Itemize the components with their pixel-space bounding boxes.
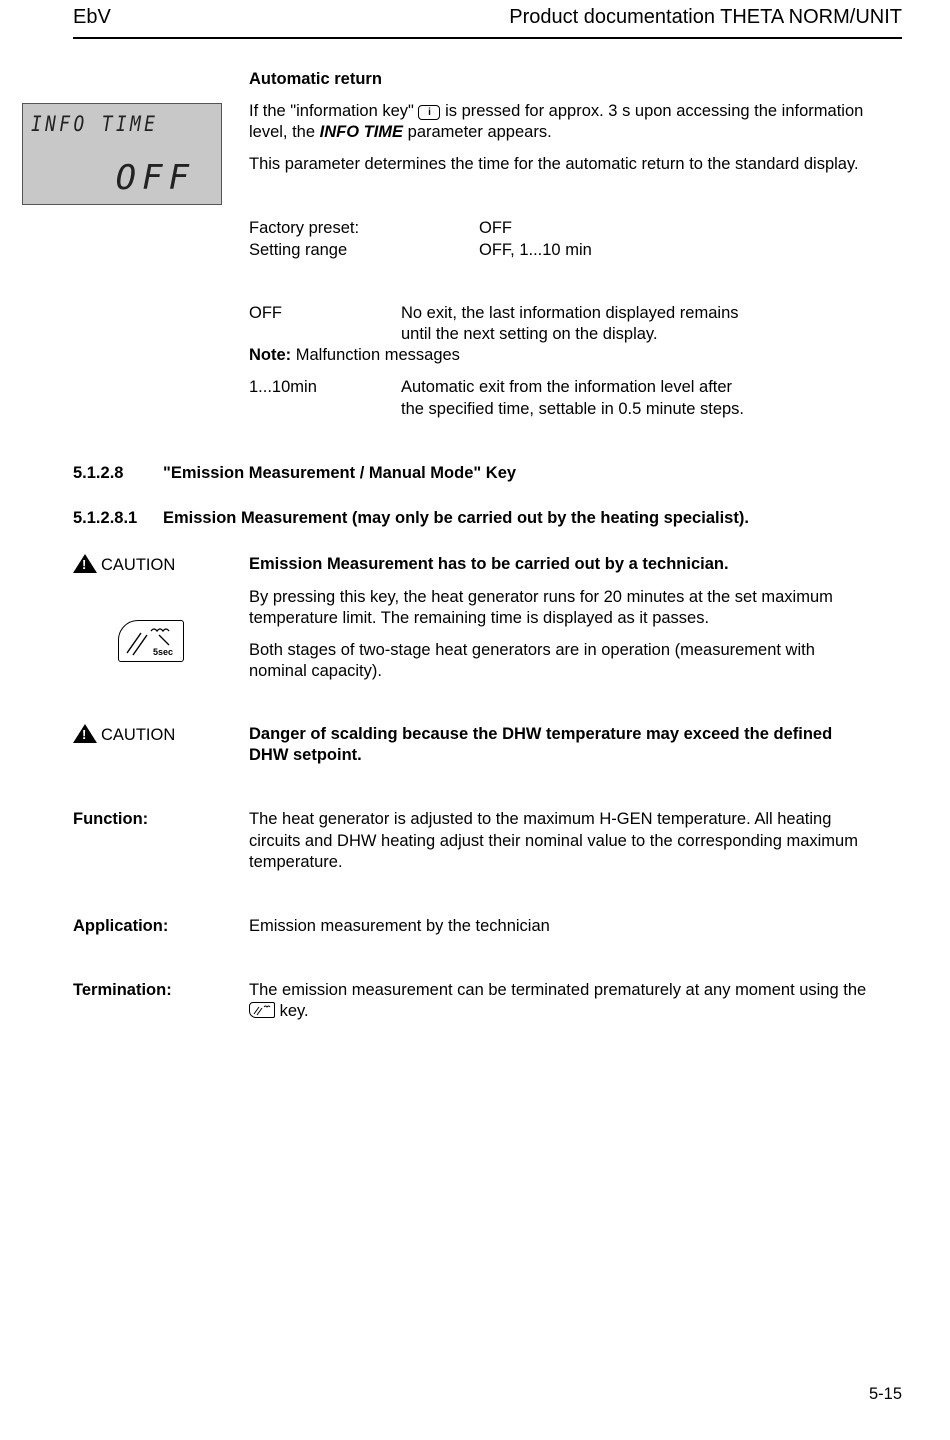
section-51281-title: Emission Measurement (may only be carried out by the heating specialist). (163, 509, 749, 527)
caution2-line-2: DHW setpoint. (249, 746, 362, 764)
caution2-line-1: Danger of scalding because the DHW temperature may exceed the defined (249, 725, 833, 743)
auto-return-p1 (249, 101, 909, 143)
function-line-3: temperature. (249, 853, 343, 871)
lcd-line1: INFO TIME (31, 112, 159, 136)
note-line (249, 345, 460, 366)
setting-range-label: Setting range (249, 241, 348, 259)
warning-icon: ! (73, 724, 97, 743)
info-time-emphasis: INFO TIME (319, 123, 404, 141)
section-5128-title: "Emission Measurement / Manual Mode" Key (163, 464, 517, 482)
caution1-p1-2: temperature limit. The remaining time is displayed as it passes. (249, 609, 710, 627)
note-text: Malfunction messages (295, 346, 460, 364)
option-off-desc-2: until the next setting on the display. (401, 325, 658, 343)
application-label: Application: (73, 917, 169, 935)
option-min-desc-1: Automatic exit from the information level after (401, 378, 733, 396)
auto-return-title: Automatic return (249, 70, 382, 88)
application-text: Emission measurement by the technician (249, 917, 550, 935)
option-off-desc-1: No exit, the last information displayed remains (401, 304, 739, 322)
caution1-heading: Emission Measurement has to be carried out by a technician. (249, 555, 729, 573)
option-min-key: 1...10min (249, 378, 317, 396)
warning-icon: ! (73, 554, 97, 573)
function-label: Function: (73, 810, 149, 828)
p1-b: is pressed for approx. 3 s upon accessing the information (445, 102, 864, 120)
caution1-p2-1: Both stages of two-stage heat generators are in operation (measurement with (249, 641, 815, 659)
section-51281-num: 5.1.2.8.1 (73, 509, 138, 527)
section-5128-num: 5.1.2.8 (73, 464, 124, 482)
p1-d: parameter appears. (407, 123, 552, 141)
emission-key-small-icon (249, 1002, 275, 1018)
emission-key-caption: 5sec (152, 647, 173, 657)
termination-line-1: The emission measurement can be terminated prematurely at any moment using the (249, 981, 867, 999)
termination-line-2 (249, 1001, 309, 1022)
caution2-label (73, 724, 175, 746)
option-off-key: OFF (249, 304, 282, 322)
termination-label: Termination: (73, 981, 172, 999)
factory-preset-value: OFF (479, 219, 512, 237)
header-left: EbV (73, 6, 111, 28)
lcd-display (22, 103, 222, 205)
caution1-text: CAUTION (101, 556, 176, 574)
auto-return-p2: This parameter determines the time for the automatic return to the standard display. (249, 155, 859, 173)
header-rule (73, 37, 902, 39)
setting-range-value: OFF, 1...10 min (479, 241, 592, 259)
note-label: Note: (249, 346, 292, 364)
function-line-1: The heat generator is adjusted to the maximum H-GEN temperature. All heating (249, 810, 832, 828)
caution1-label (73, 554, 175, 576)
p1-c: level, the (249, 123, 316, 141)
p1-a: If the "information key" (249, 102, 414, 120)
lcd-line2: OFF (115, 158, 195, 198)
termination-key-text: key. (279, 1002, 309, 1020)
option-min-desc-2: the specified time, settable in 0.5 minute steps. (401, 400, 745, 418)
factory-preset-label: Factory preset: (249, 219, 360, 237)
caution1-p1-1: By pressing this key, the heat generator runs for 20 minutes at the set maximum (249, 588, 833, 606)
function-line-2: circuits and DHW heating adjust their nominal value to the corresponding maximum (249, 832, 858, 850)
info-key-icon: i (418, 105, 440, 120)
caution2-text: CAUTION (101, 726, 176, 744)
emission-key-icon (118, 620, 184, 662)
header-right: Product documentation THETA NORM/UNIT (509, 6, 902, 28)
caution1-p2-2: nominal capacity). (249, 662, 382, 680)
page-number: 5-15 (868, 1385, 902, 1403)
